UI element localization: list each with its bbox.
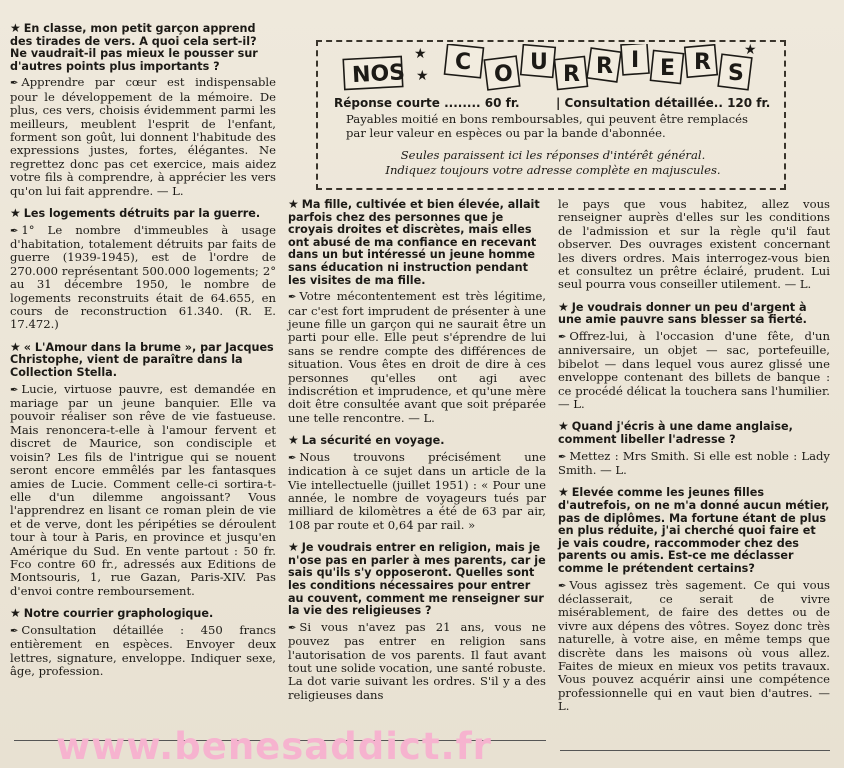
question-text: La sécurité en voyage. [301,434,445,448]
question-heading [558,486,830,575]
column-2 [288,198,546,711]
header-notice [338,148,768,178]
svg-text:R: R [694,50,711,75]
svg-text:S: S [728,61,744,86]
svg-text:E: E [660,56,676,81]
svg-text:★: ★ [416,68,429,84]
answer-paragraph [10,76,276,198]
answer-paragraph [558,579,830,714]
payment-note: Payables moitié en bons remboursables, qui peuvent être remplacés par leur valeur en espèces ou par la bande d'abonnée. [346,112,748,140]
pen-icon: ✒ [10,225,19,237]
svg-text:★: ★ [414,46,427,62]
tarif-line [334,96,774,110]
question-heading [10,207,276,221]
answer-text: Si vous n'avez pas 21 ans, vous ne pouvez pas entrer en religion sans l'autorisation de vos parents. Il faut avant tout une solide vocation, une santé robuste. La dot varie suivant les ordres. S'il y a des religieuses dans [288,619,546,702]
column-3 [558,198,830,723]
answer-text: Vous agissez très sagement. Ce qui vous déclasserait, ce serait de vivre misérablement, de faire des dettes ou de vivre aux dépens des vôtres. Soyez donc très naturelle, à votre aise, en même temps que discrète dans les maisons où vous allez. Faites de mieux en mieux vos petits travaux. Vous pouvez acquérir ainsi une compétence professionnelle qui en vaut bien d'autres. — L. [558,577,830,714]
answer-text: Apprendre par cœur est indispensable pour le développement de la mémoire. De plus, ces vers, choisis évidemment parmi les meilleurs, meublent l'esprit de l'enfant, forment son goût, lui donnent l'habitude des expressions justes, fortes, élégantes. Ne regrettez donc pas cet exercice, mais aidez votre fils à comprendre, à apprécier les vers qu'on lui fait apprendre. — L. [10,75,276,198]
question-heading [10,341,276,380]
svg-text:R: R [596,54,613,79]
question-text: Notre courrier graphologique. [23,607,214,621]
svg-text:R: R [563,62,580,87]
answer-paragraph [10,383,276,599]
answer-text: Mettez : Mrs Smith. Si elle est noble : Lady Smith. — L. [558,448,830,478]
question-heading [10,22,276,73]
star-icon: ★ [288,540,299,555]
answer-paragraph [288,621,546,702]
star-icon: ★ [10,606,21,621]
svg-text:NOS: NOS [351,60,406,89]
pen-icon: ✒ [288,452,297,464]
tarif-long: | Consultation détaillée.. 120 fr. [556,96,771,110]
courrier-header-box [316,40,786,190]
answer-text: le pays que vous habitez, allez vous renseigner auprès d'elles sur les conditions de l'admission et sur la règle qu'il faut observer. Des ouvrages existent concernant les divers ordres. Mais interrogez-vous bien et consultez un prêtre éclairé, prudent. Lui seul pourra vous conseiller utilement. — L. [558,197,830,292]
question-heading [558,301,830,327]
svg-text:★: ★ [744,44,757,58]
question-heading [10,607,276,621]
nos-courriers-logo [342,44,762,94]
question-text: Quand j'écris à une dame anglaise, comment libeller l'adresse ? [558,420,793,447]
answer-text: Nous trouvons précisément une indication à ce sujet dans un article de la Vie intellectuelle (juillet 1951) : « Pour une année, le nombre de voyageurs tués par milliard de kilomètres a été de 63 par air, 108 par route et 0,64 par rail. » [288,449,546,532]
answer-text: Votre mécontentement est très légitime, car c'est fort imprudent de présenter à une jeune fille un garçon qui ne saurait être un parti pour elle. Elle peut s'éprendre de lui sans se rendre compte des différences de situation. Vous êtes en droit de dire à ces personnes qu'elles ont agi avec indiscrétion et imprudence, et qu'une mère doit être consultée avant que soit préparée une telle rencontre. — L. [288,289,546,425]
notice-line-1: Seules paraissent ici les réponses d'intérêt général. [400,148,706,162]
answer-paragraph [10,624,276,679]
column-1 [10,22,276,687]
answer-text: Offrez-lui, à l'occasion d'une fête, d'un anniversaire, un objet — sac, portefeuille, bibelot — dans lequel vous aurez glissé une enveloppe contenant des billets de banque : ce procédé délicat la touchera sans l'humilier. — L. [558,329,830,412]
answer-paragraph [558,450,830,478]
watermark: www.benesaddict.fr [56,725,492,768]
pen-icon: ✒ [558,451,567,463]
star-icon: ★ [558,299,569,314]
star-icon: ★ [288,197,299,211]
question-heading [288,198,546,287]
answer-text: 1° Le nombre d'immeubles à usage d'habitation, totalement détruits par faits de guerre (1939-1945), est de l'ordre de 270.000 représentant 500.000 logements; 2° au 31 décembre 1950, le nombre de logements reconstruits était de 64.655, en cours de reconstruction 61.340. (R. E. 17.472.) [10,222,276,332]
question-text: Je voudrais entrer en religion, mais je n'ose pas en parler à mes parents, car je sais qu'ils s'y opposeront. Quelles sont les conditions nécessaires pour entrer au couvent, comment me renseigner sur la vie des religieuses ? [288,541,546,618]
question-text: Ma fille, cultivée et bien élevée, allait parfois chez des personnes que je croyais droites et discrètes, mais elles ont abusé de ma confiance en recevant dans un but intéressé un jeune homme sans éducation ni instruction pendant les visites de ma fille. [288,198,540,287]
star-icon: ★ [10,21,21,35]
question-text: Je voudrais donner un peu d'argent à une amie pauvre sans blesser sa fierté. [558,300,807,327]
question-text: « L'Amour dans la brume », par Jacques Christophe, vient de paraître dans la Collection Stella. [10,340,274,380]
star-icon: ★ [10,206,21,221]
star-icon: ★ [288,433,299,448]
pen-icon: ✒ [558,580,567,592]
pen-icon: ✒ [10,384,19,396]
question-heading [558,420,830,446]
pen-icon: ✒ [558,332,567,344]
svg-text:C: C [455,50,472,75]
svg-text:U: U [530,50,548,75]
pen-icon: ✒ [288,292,297,304]
pen-icon: ✒ [10,78,19,90]
question-text: Les logements détruits par la guerre. [23,207,261,221]
tarif-short: Réponse courte ........ 60 fr. [334,96,520,110]
question-text: Elevée comme les jeunes filles d'autrefois, on ne m'a donné aucun métier, pas de diplômes. Ma fortune étant de plus en plus réduite, j'ai cherché quoi faire et je vais coudre, raccommoder chez des parents ou amis. Est-ce me déclasser comme le prétendent certains? [558,486,830,576]
answer-text: Consultation détaillée : 450 francs entièrement en espèces. Envoyer deux lettres, signature, enveloppe. Indiquer sexe, âge, profession. [10,622,276,678]
answer-paragraph [558,330,830,411]
svg-text:I: I [631,48,640,73]
pen-icon: ✒ [10,625,19,637]
answer-paragraph [288,290,546,425]
answer-paragraph [10,224,276,332]
answer-paragraph [558,198,830,292]
bottom-rule-right [560,750,830,751]
svg-text:O: O [494,62,513,87]
question-text: En classe, mon petit garçon apprend des tirades de vers. A quoi cela sert-il? Ne vaudrait-il pas mieux le pousser sur d'autres points plus importants ? [10,22,258,73]
star-icon: ★ [558,485,569,500]
answer-paragraph [288,451,546,532]
notice-line-2: Indiquez toujours votre adresse complète en majuscules. [385,163,721,177]
question-heading [288,434,546,448]
star-icon: ★ [558,419,569,434]
star-icon: ★ [10,339,21,354]
answer-text: Lucie, virtuose pauvre, est demandée en mariage par un jeune banquier. Elle va pouvoir réaliser son rêve de vie fastueuse. Mais renoncera-t-elle à l'amour fervent et discret de Maurice, son condisciple et voisin? Les fils de l'intrigue qui se nouent seront encore emmêlés par les fantasques amies de Lucie. Comment celle-ci sortira-t-elle d'un dilemme angoissant? Vous l'apprendrez en lisant ce roman plein de vie et de verve, dont les péripéties se déroulent tour à tour à Paris, en province et jusqu'en Amérique du Sud. En vente partout : 50 fr. Fco contre 60 fr., adressés aux Editions de Montsouris, 1, rue Gazan, Paris-XIV. Pas d'envoi contre remboursement. [10,381,276,598]
pen-icon: ✒ [288,622,297,634]
question-heading [288,541,546,618]
